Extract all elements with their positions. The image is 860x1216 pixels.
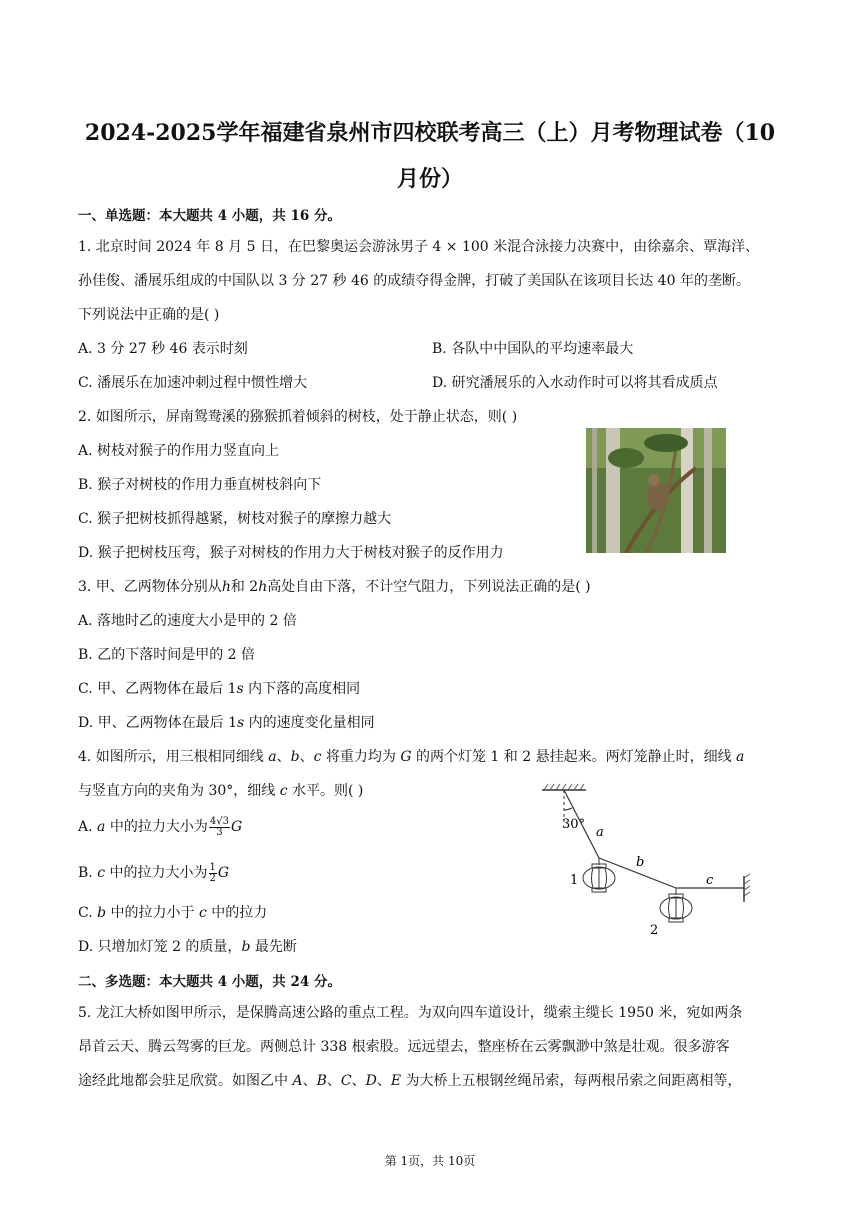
q1-option-c: C. 潘展乐在加速冲刺过程中惯性增大	[78, 375, 308, 391]
q2-option-a: A. 树枝对猴子的作用力竖直向上	[78, 443, 280, 459]
q1-option-b: B. 各队中中国队的平均速率最大	[432, 341, 634, 357]
q1-stem-line-3: 下列说法中正确的是( )	[78, 307, 220, 323]
angle-label: 30°	[562, 817, 586, 832]
page-footer: 第 1页，共 10页	[384, 1154, 476, 1168]
q5-stem-line-1: 5. 龙江大桥如图甲所示，是保腾高速公路的重点工程。为双向四车道设计，缆索主缆长 1950 米，宛如两条	[78, 1005, 743, 1021]
title-line-1: 2024-2025学年福建省泉州市四校联考高三（上）月考物理试卷（10	[84, 120, 776, 146]
q1-stem-line-1: 1. 北京时间 2024 年 8 月 5 日，在巴黎奥运会游泳男子 4 × 100 米混合泳接力决赛中，由徐嘉余、覃海洋、	[78, 239, 760, 255]
section-heading-single-choice: 一、单选题：本大题共 4 小题，共 16 分。	[78, 208, 341, 224]
lantern-1	[583, 858, 615, 892]
label-b: b	[636, 855, 645, 870]
lantern-2-label: 2	[650, 923, 659, 938]
label-a: a	[596, 825, 604, 840]
lantern-diagram	[536, 780, 758, 940]
q4-option-d: D. 只增加灯笼 2 的质量，b 最先断	[78, 939, 297, 955]
page-title	[60, 110, 800, 202]
q1-option-d: D. 研究潘展乐的入水动作时可以将其看成质点	[432, 375, 718, 391]
q5-stem-line-2: 昂首云天、腾云驾雾的巨龙。两侧总计 338 根索股。远远望去，整座桥在云雾飘渺中煞是壮观。很多游客	[78, 1039, 730, 1055]
q3-option-b: B. 乙的下落时间是甲的 2 倍	[78, 647, 255, 663]
q2-option-c: C. 猴子把树枝抓得越紧，树枝对猴子的摩擦力越大	[78, 511, 392, 527]
q4-stem-line-2: 与竖直方向的夹角为 30°，细线 c 水平。则( )	[78, 783, 364, 799]
lantern-1-label: 1	[570, 873, 579, 888]
q3-option-c: C. 甲、乙两物体在最后 1s 内下落的高度相同	[78, 681, 361, 697]
q5-stem-line-3: 途经此地都会驻足欣赏。如图乙中 A、B、C、D、E 为大桥上五根钢丝绳吊索，每两根吊索之间距离相等，	[78, 1073, 742, 1089]
q2-option-d: D. 猴子把树枝压弯，猴子对树枝的作用力大于树枝对猴子的反作用力	[78, 545, 504, 561]
q2-stem: 2. 如图所示，屏南鸳鸯溪的猕猴抓着倾斜的树枝，处于静止状态，则( )	[78, 409, 518, 425]
q1-stem-line-2: 孙佳俊、潘展乐组成的中国队以 3 分 27 秒 46 的成绩夺得金牌，打破了美国队在该项目长达 40 年的垄断。	[78, 273, 750, 289]
q4-stem-line-1: 4. 如图所示，用三根相同细线 a、b、c 将重力均为 G 的两个灯笼 1 和 2 悬挂起来。两灯笼静止时，细线 a	[78, 749, 745, 765]
monkey-photo	[586, 428, 726, 553]
fraction: $\frac{4√3}{3}$	[209, 815, 229, 838]
fraction: $\frac{1}{2}$	[209, 861, 216, 884]
q3-option-d: D. 甲、乙两物体在最后 1s 内的速度变化量相同	[78, 715, 375, 731]
q4-option-a: A. a 中的拉力大小为 $\frac{4√3}{3}$ G	[78, 815, 243, 838]
q3-stem: 3. 甲、乙两物体分别从h和 2h高处自由下落，不计空气阻力，下列说法正确的是( )	[78, 579, 591, 595]
q1-option-a: A. 3 分 27 秒 46 表示时刻	[78, 341, 248, 357]
label-c: c	[706, 873, 714, 888]
q4-option-c: C. b 中的拉力小于 c 中的拉力	[78, 905, 268, 921]
q3-option-a: A. 落地时乙的速度大小是甲的 2 倍	[78, 613, 297, 629]
q2-option-b: B. 猴子对树枝的作用力垂直树枝斜向下	[78, 477, 322, 493]
title-line-2: 月份）	[396, 166, 463, 192]
section-heading-multiple-choice: 二、多选题：本大题共 4 小题，共 24 分。	[78, 974, 341, 990]
q4-option-b: B. c 中的拉力大小为 $\frac{1}{2}$ G	[78, 861, 230, 884]
lantern-2	[660, 888, 692, 922]
